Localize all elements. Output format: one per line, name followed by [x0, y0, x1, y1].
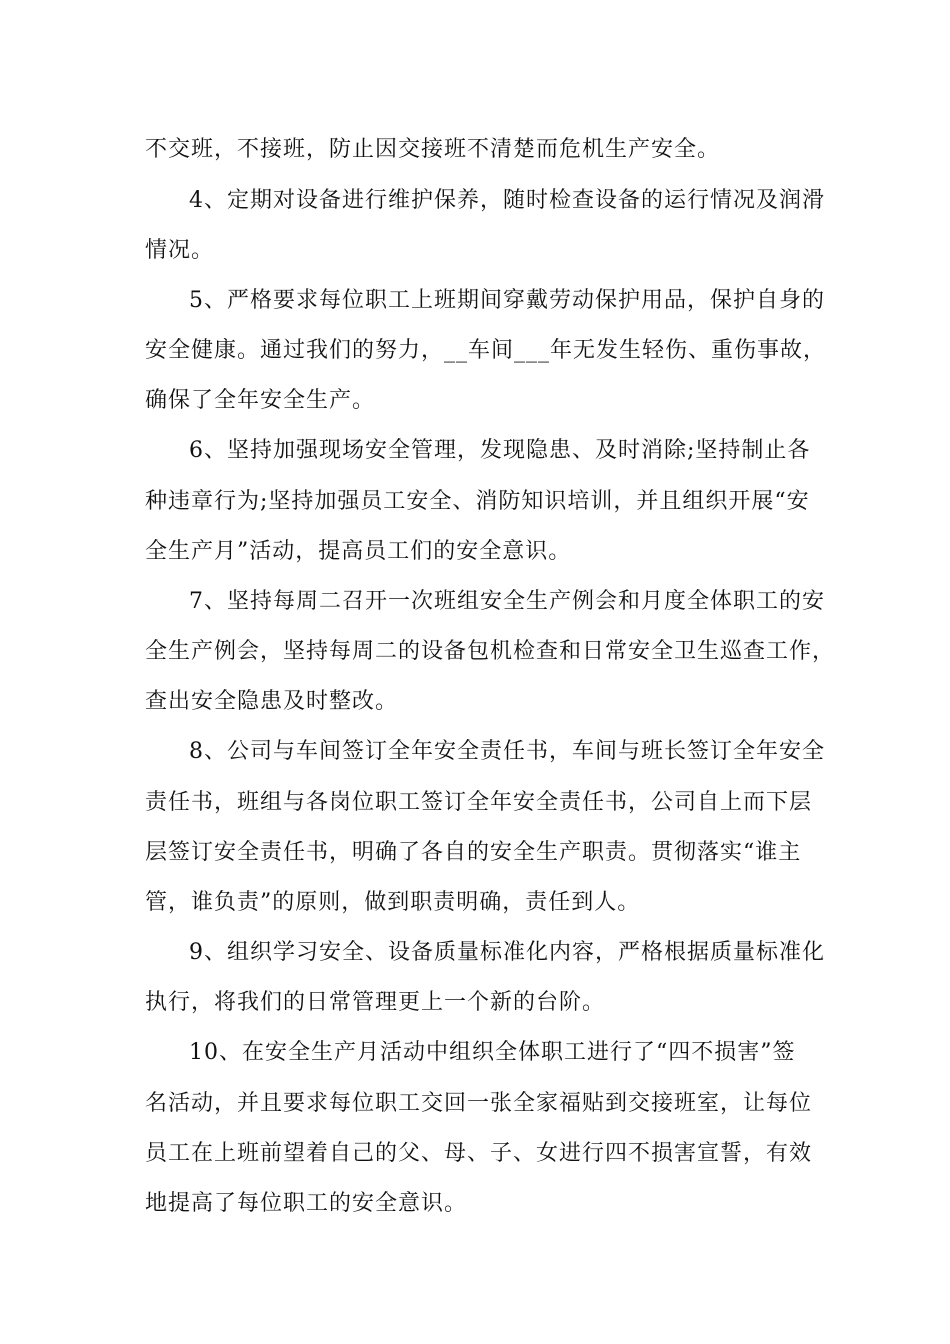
text-line-13: 8、公司与车间签订全年安全责任书，车间与班长签订全年安全 — [189, 739, 825, 764]
text-line-11: 全生产例会，坚持每周二的设备包机检查和日常安全卫生巡查工作， — [145, 639, 836, 664]
text-line-2: 4、定期对设备进行维护保养，随时检查设备的运行情况及润滑 — [189, 188, 825, 213]
text-line-20: 名活动，并且要求每位职工交回一张全家福贴到交接班室，让每位 — [145, 1091, 813, 1116]
text-line-3: 情况。 — [145, 238, 215, 263]
text-line-5: 安全健康。通过我们的努力，__车间___年无发生轻伤、重伤事故， — [145, 338, 827, 363]
text-line-22: 地提高了每位职工的安全意识。 — [145, 1191, 468, 1216]
text-line-10: 7、坚持每周二召开一次班组安全生产例会和月度全体职工的安 — [189, 589, 825, 614]
text-line-19: 10、在安全生产月活动中组织全体职工进行了“四不损害”签 — [189, 1040, 796, 1065]
text-line-8: 种违章行为;坚持加强员工安全、消防知识培训，并且组织开展“安 — [145, 489, 810, 514]
text-line-1: 不交班，不接班，防止因交接班不清楚而危机生产安全。 — [145, 137, 721, 162]
text-line-16: 管，谁负责”的原则，做到职责明确，责任到人。 — [145, 890, 641, 915]
text-line-7: 6、坚持加强现场安全管理，发现隐患、及时消除;坚持制止各 — [189, 438, 811, 463]
text-line-18: 执行，将我们的日常管理更上一个新的台阶。 — [145, 990, 606, 1015]
text-line-6: 确保了全年安全生产。 — [145, 388, 376, 413]
text-line-9: 全生产月”活动，提高员工们的安全意识。 — [145, 539, 572, 564]
text-line-14: 责任书，班组与各岗位职工签订全年安全责任书，公司自上而下层 — [145, 790, 813, 815]
text-line-12: 查出安全隐患及时整改。 — [145, 689, 399, 714]
text-line-15: 层签订安全责任书，明确了各自的安全生产职责。贯彻落实“谁主 — [145, 840, 802, 865]
text-line-21: 员工在上班前望着自己的父、母、子、女进行四不损害宣誓，有效 — [145, 1141, 813, 1166]
text-line-17: 9、组织学习安全、设备质量标准化内容，严格根据质量标准化 — [189, 940, 825, 965]
text-line-4: 5、严格要求每位职工上班期间穿戴劳动保护用品，保护自身的 — [189, 288, 825, 313]
